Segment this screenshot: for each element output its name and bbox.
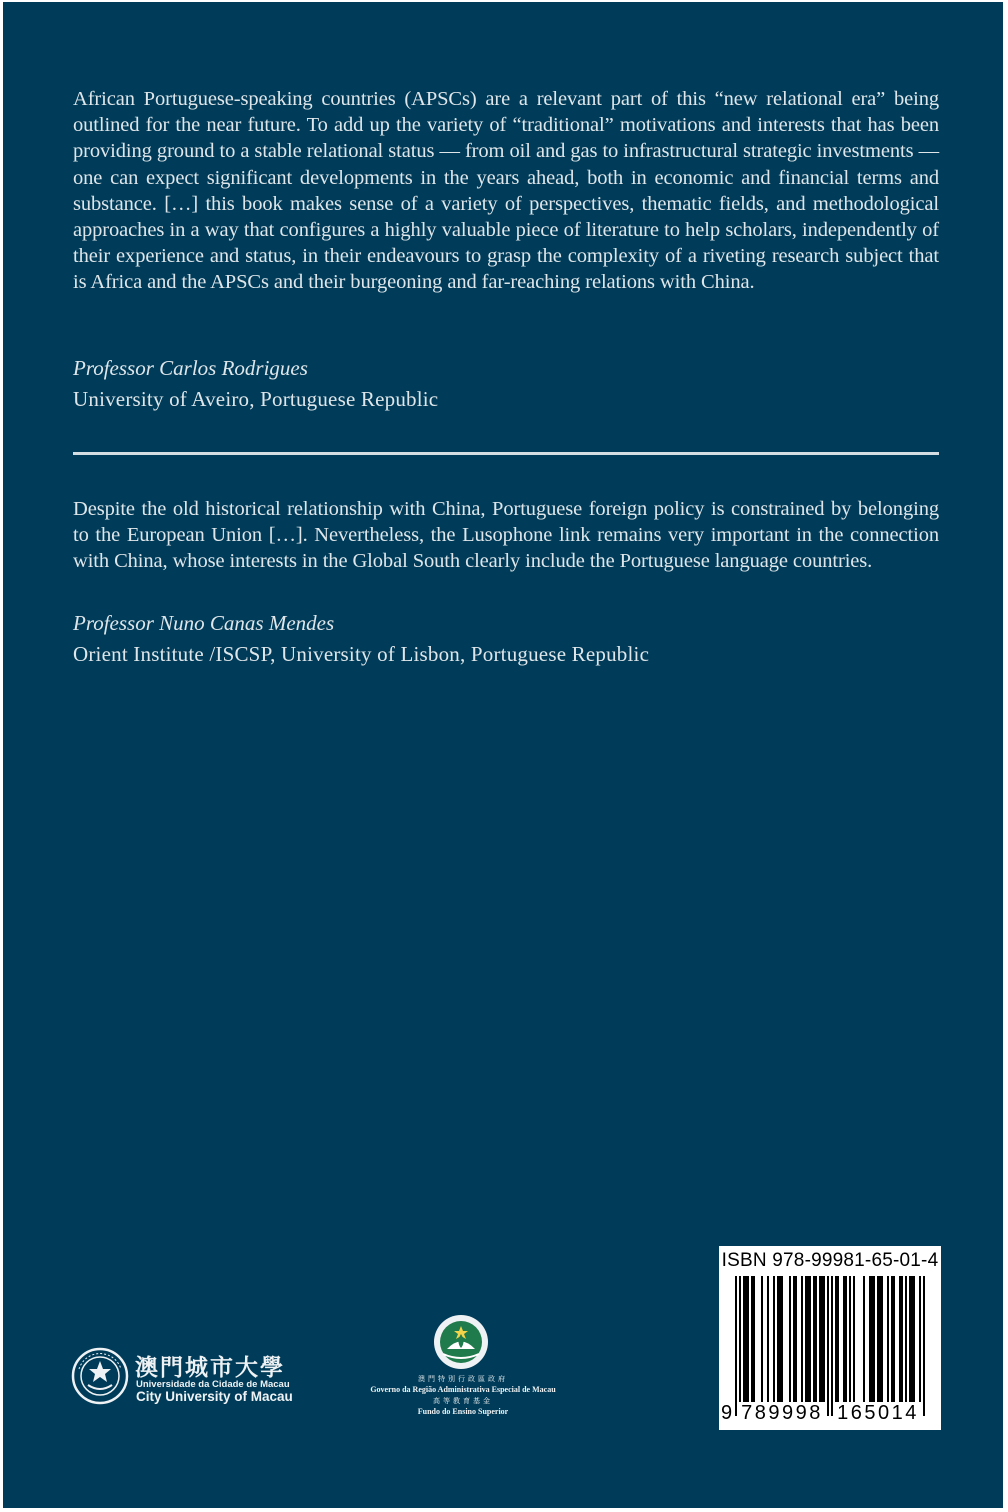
barcode-bar xyxy=(747,1276,749,1402)
university-seal-icon xyxy=(71,1347,129,1405)
barcode-bar xyxy=(869,1276,871,1402)
barcode-bar xyxy=(837,1276,839,1402)
barcode-bar xyxy=(843,1276,845,1402)
isbn-label: ISBN 978-99981-65-01-4 xyxy=(721,1250,939,1271)
barcode-bar xyxy=(779,1276,781,1402)
fund-name-chinese: 高等教育基金 xyxy=(433,1397,493,1405)
barcode-bar xyxy=(887,1276,889,1402)
barcode-bar xyxy=(735,1276,737,1416)
barcode-bar xyxy=(901,1276,903,1402)
barcode-bar xyxy=(881,1276,883,1402)
barcode-bar xyxy=(739,1276,741,1416)
barcode-bar xyxy=(873,1276,875,1402)
barcode-bar xyxy=(863,1276,865,1402)
barcode-bar xyxy=(793,1276,795,1402)
barcode-bar xyxy=(849,1276,851,1402)
barcode-bar xyxy=(853,1276,855,1402)
barcode-bar xyxy=(823,1276,825,1402)
barcode-bar xyxy=(835,1276,837,1402)
barcode-bar xyxy=(919,1276,921,1416)
barcode-bar xyxy=(905,1276,907,1402)
gov-name-chinese: 澳門特別行政區政府 xyxy=(418,1375,508,1383)
macau-government-logo xyxy=(333,1312,593,1422)
gov-name-portuguese: Governo da Região Administrativa Especial de Macau xyxy=(370,1385,556,1394)
barcode-bar xyxy=(821,1276,823,1402)
barcode-bar xyxy=(845,1276,847,1402)
barcode-bar xyxy=(743,1276,745,1402)
barcode-bar xyxy=(751,1276,753,1402)
university-name-english: City University of Macau xyxy=(136,1389,293,1404)
barcode-bar xyxy=(789,1276,791,1402)
barcode-bar xyxy=(891,1276,893,1402)
quote-1-text: African Portuguese-speaking countries (APSCs) are a relevant part of this “new relational era” being outlined for the near future. To add up the variety of “traditional” motivations and interests that has been providing ground to a stable relational status — from oil and gas to infrastructural strategic investments — one can expect significant developments in the years ahead, both in economic and financial terms and substance. […] this book makes sense of a variety of perspectives, thematic fields, and methodological approaches in a way that configures a highly valuable piece of literature to help scholars, independently of their experience and status, in their endeavours to grasp the complexity of a riveting research subject that is Africa and the APSCs and their burgeoning and far-reaching relations with China. xyxy=(73,88,939,294)
quote-1-affiliation: University of Aveiro, Portuguese Republic xyxy=(73,387,439,411)
city-university-of-macau-logo xyxy=(71,1347,311,1411)
university-name-chinese: 澳門城市大學 xyxy=(135,1355,285,1381)
back-cover xyxy=(3,2,1003,1508)
isbn-barcode xyxy=(719,1246,941,1430)
barcode-digits xyxy=(719,1402,941,1426)
barcode-bar xyxy=(801,1276,803,1402)
barcode-bar xyxy=(913,1276,915,1402)
barcode-bar xyxy=(745,1276,747,1402)
barcode-bar xyxy=(809,1276,811,1402)
barcode-bar xyxy=(815,1276,817,1402)
barcode-bar xyxy=(911,1276,913,1402)
barcode-bar xyxy=(899,1276,901,1402)
barcode-bar xyxy=(805,1276,807,1402)
barcode-bar xyxy=(827,1276,829,1416)
barcode-bar xyxy=(923,1276,925,1416)
quote-2-affiliation: Orient Institute /ISCSP, University of Lisbon, Portuguese Republic xyxy=(73,642,650,666)
barcode-digits-left: 789998 xyxy=(737,1402,827,1425)
macau-emblem-icon xyxy=(429,1312,493,1372)
barcode-bar xyxy=(909,1276,911,1402)
quote-2-text: Despite the old historical relationship with China, Portuguese foreign policy is constrained by belonging to the European Union […]. Nevertheless, the Lusophone link remains very important in the connection with China, whose interests in the Global South clearly include the Portuguese language countries. xyxy=(73,498,939,573)
barcode-bar xyxy=(767,1276,769,1402)
quote-2-author: Professor Nuno Canas Mendes xyxy=(73,611,335,635)
barcode-bar xyxy=(781,1276,783,1402)
barcode-digits-right: 165014 xyxy=(833,1402,923,1425)
section-divider xyxy=(73,452,939,455)
barcode-bar xyxy=(831,1276,833,1416)
university-name-portuguese: Universidade da Cidade de Macau xyxy=(136,1379,290,1390)
barcode-bar xyxy=(761,1276,763,1402)
barcode-bar xyxy=(777,1276,779,1402)
barcode-bar xyxy=(807,1276,809,1402)
quote-1-author: Professor Carlos Rodrigues xyxy=(73,356,308,380)
barcode-bar xyxy=(819,1276,821,1402)
barcode-bar xyxy=(795,1276,797,1402)
barcode-bar xyxy=(893,1276,895,1402)
barcode-bar xyxy=(813,1276,815,1402)
barcode-bar xyxy=(773,1276,775,1402)
barcode-bar xyxy=(753,1276,755,1402)
barcode-bar xyxy=(879,1276,881,1402)
barcode-digit-first: 9 xyxy=(721,1402,733,1424)
fund-name-portuguese: Fundo do Ensino Superior xyxy=(417,1407,509,1416)
barcode-bar xyxy=(871,1276,873,1402)
barcode-bar xyxy=(877,1276,879,1402)
